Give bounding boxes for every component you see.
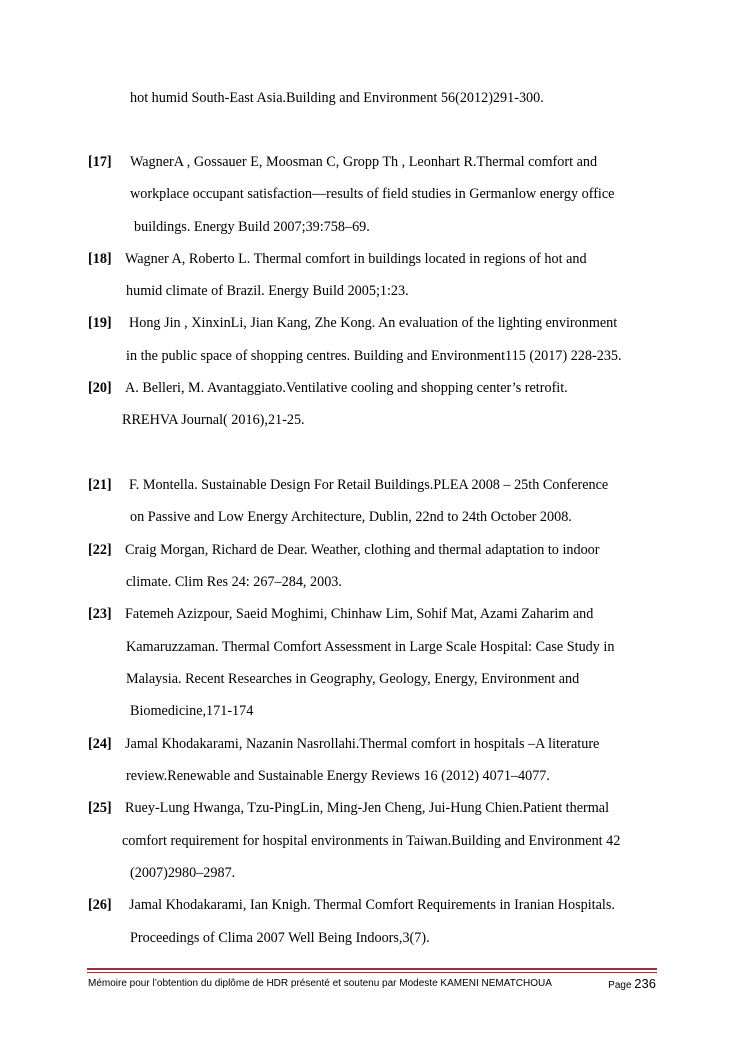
- ref-number: [19]: [88, 315, 112, 331]
- ref-number: [20]: [88, 380, 112, 396]
- page-footer: [88, 977, 658, 991]
- page-label: Page: [608, 980, 632, 991]
- ref-line: Fatemeh Azizpour, Saeid Moghimi, Chinhaw Lim, Sohif Mat, Azami Zaharim and: [125, 606, 594, 622]
- ref-line: Jamal Khodakarami, Ian Knigh. Thermal Comfort Requirements in Iranian Hospitals.: [129, 897, 615, 913]
- ref-line: in the public space of shopping centres. Building and Environment115 (2017) 228-235.: [126, 348, 622, 364]
- page-indicator: [608, 977, 656, 993]
- ref-number: [17]: [88, 154, 112, 170]
- ref-line: workplace occupant satisfaction—results of field studies in Germanlow energy office: [130, 186, 615, 202]
- ref-number: [22]: [88, 542, 112, 558]
- ref-line: review.Renewable and Sustainable Energy Reviews 16 (2012) 4071–4077.: [126, 768, 550, 784]
- intro-line: hot humid South-East Asia.Building and Environment 56(2012)291-300.: [130, 90, 544, 106]
- ref-line: Proceedings of Clima 2007 Well Being Indoors,3(7).: [130, 930, 430, 946]
- ref-line: F. Montella. Sustainable Design For Retail Buildings.PLEA 2008 – 25th Conference: [129, 477, 609, 493]
- ref-line: WagnerA , Gossauer E, Moosman C, Gropp Th , Leonhart R.Thermal comfort and: [130, 154, 598, 170]
- ref-line: humid climate of Brazil. Energy Build 2005;1:23.: [126, 283, 409, 299]
- ref-line: Hong Jin , XinxinLi, Jian Kang, Zhe Kong. An evaluation of the lighting environment: [129, 315, 618, 331]
- ref-line: Jamal Khodakarami, Nazanin Nasrollahi.Thermal comfort in hospitals –A literature: [125, 736, 600, 752]
- ref-line: Ruey-Lung Hwanga, Tzu-PingLin, Ming-Jen Cheng, Jui-Hung Chien.Patient thermal: [125, 800, 610, 816]
- ref-number: [18]: [88, 251, 112, 267]
- footer-rule: [87, 968, 657, 970]
- ref-line: on Passive and Low Energy Architecture, Dublin, 22nd to 24th October 2008.: [130, 509, 572, 525]
- ref-line: climate. Clim Res 24: 267–284, 2003.: [126, 574, 342, 590]
- ref-number: [24]: [88, 736, 112, 752]
- ref-line: comfort requirement for hospital environments in Taiwan.Building and Environment 42: [122, 833, 621, 849]
- ref-line: Malaysia. Recent Researches in Geography, Geology, Energy, Environment and: [126, 671, 580, 687]
- ref-line: Craig Morgan, Richard de Dear. Weather, clothing and thermal adaptation to indoor: [125, 542, 600, 558]
- ref-number: [25]: [88, 800, 112, 816]
- ref-line: Wagner A, Roberto L. Thermal comfort in buildings located in regions of hot and: [125, 251, 587, 267]
- ref-line: buildings. Energy Build 2007;39:758–69.: [134, 219, 370, 235]
- ref-number: [26]: [88, 897, 112, 913]
- ref-number: [23]: [88, 606, 112, 622]
- ref-line: Biomedicine,171-174: [130, 703, 254, 719]
- footer-text: Mémoire pour l’obtention du diplôme de HDR présenté et soutenu par Modeste KAMENI NEMATCHOUA: [88, 978, 552, 989]
- ref-line: Kamaruzzaman. Thermal Comfort Assessment in Large Scale Hospital: Case Study in: [126, 639, 615, 655]
- ref-number: [21]: [88, 477, 112, 493]
- ref-line: A. Belleri, M. Avantaggiato.Ventilative cooling and shopping center’s retrofit.: [125, 380, 568, 396]
- footer-rule: [87, 972, 657, 973]
- page-number: 236: [634, 976, 656, 991]
- ref-line: RREHVA Journal( 2016),21-25.: [122, 412, 305, 428]
- ref-line: (2007)2980–2987.: [130, 865, 236, 881]
